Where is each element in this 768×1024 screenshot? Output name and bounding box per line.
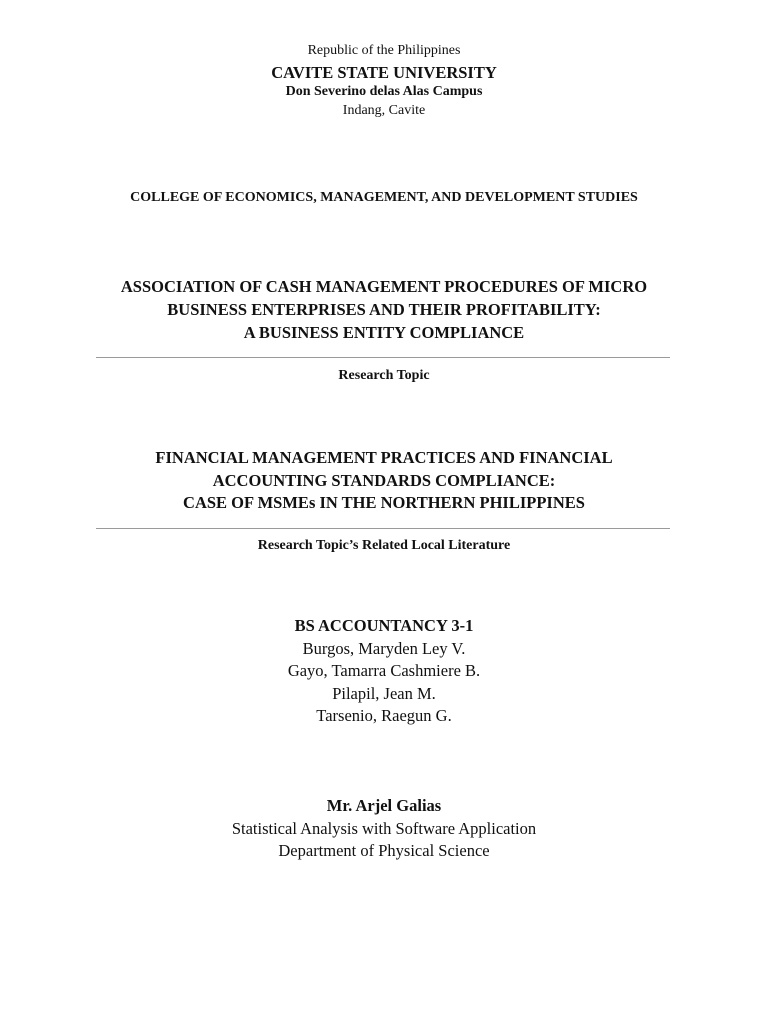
literature-title-line-2: ACCOUNTING STANDARDS COMPLIANCE:: [212, 471, 556, 490]
research-topic-caption: Research Topic: [338, 368, 430, 383]
literature-caption: Research Topic’s Related Local Literature: [257, 538, 511, 553]
university-name: CAVITE STATE UNIVERSITY: [271, 63, 497, 82]
section-name: BS ACCOUNTANCY 3-1: [294, 616, 474, 635]
republic-line: Republic of the Philippines: [307, 43, 461, 58]
member-name: Burgos, Maryden Ley V.: [302, 639, 466, 658]
literature-title-line-1: FINANCIAL MANAGEMENT PRACTICES AND FINANCIAL: [155, 448, 613, 467]
member-name: Tarsenio, Raegun G.: [316, 706, 452, 725]
literature-divider: [96, 528, 670, 529]
campus-name: Don Severino delas Alas Campus: [285, 84, 483, 99]
literature-title-line-3: CASE OF MSMEs IN THE NORTHERN PHILIPPINES: [183, 493, 585, 512]
research-topic-title-line-1: ASSOCIATION OF CASH MANAGEMENT PROCEDURES OF MICRO: [120, 277, 648, 296]
member-name: Pilapil, Jean M.: [332, 684, 436, 703]
department-name: Department of Physical Science: [278, 841, 490, 860]
research-topic-title-line-2: BUSINESS ENTERPRISES AND THEIR PROFITABILITY:: [167, 300, 601, 319]
instructor-name: Mr. Arjel Galias: [326, 796, 442, 815]
research-topic-divider: [96, 357, 670, 358]
location-line: Indang, Cavite: [342, 103, 426, 118]
member-name: Gayo, Tamarra Cashmiere B.: [287, 661, 481, 680]
course-name: Statistical Analysis with Software Application: [231, 819, 537, 838]
research-topic-title-line-3: A BUSINESS ENTITY COMPLIANCE: [243, 323, 525, 342]
college-name: COLLEGE OF ECONOMICS, MANAGEMENT, AND DEVELOPMENT STUDIES: [130, 190, 638, 205]
